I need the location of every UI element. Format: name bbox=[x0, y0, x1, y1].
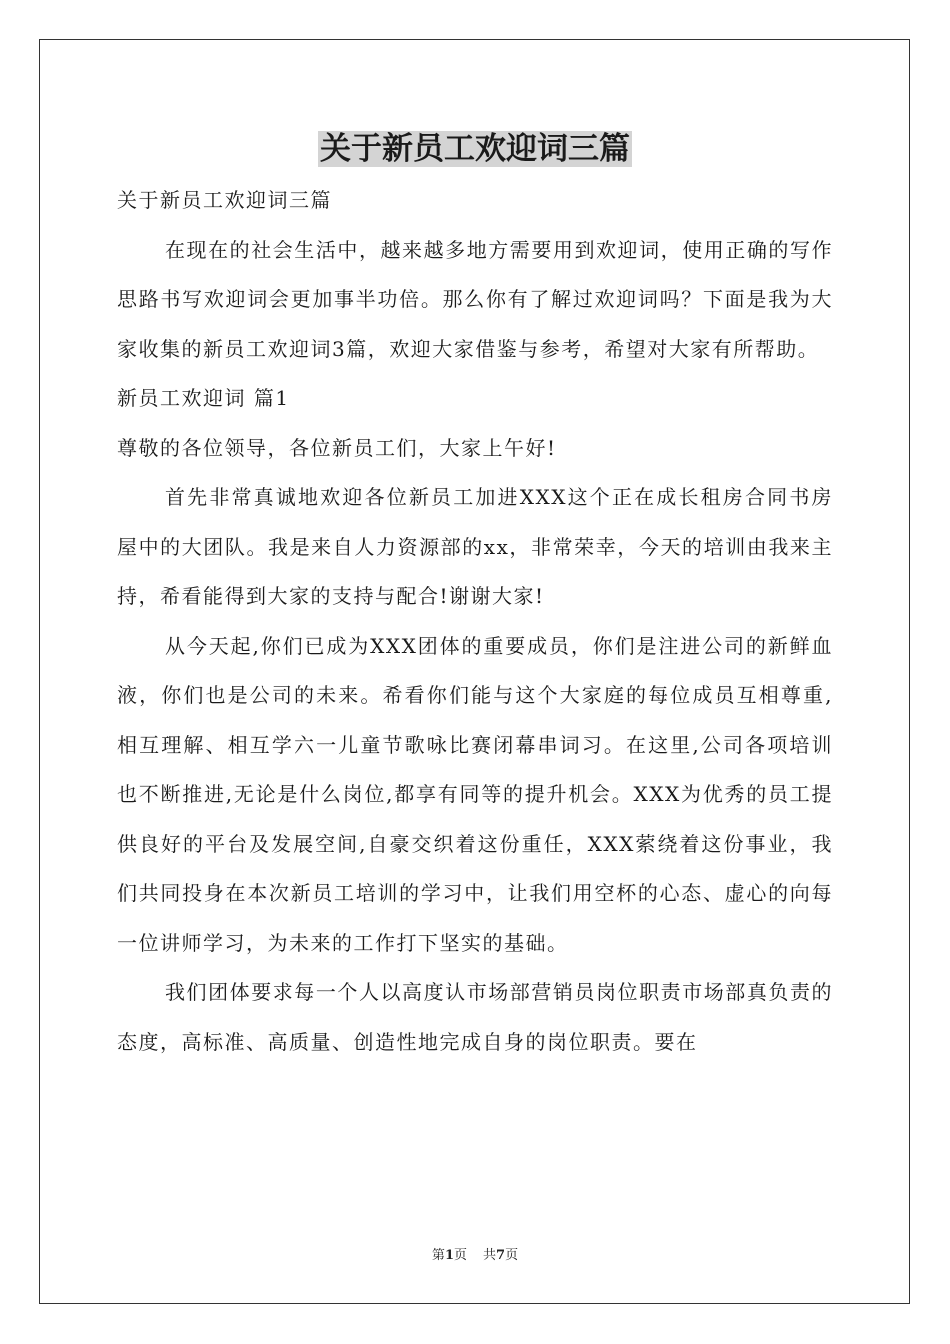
body-paragraph: 新员工欢迎词 篇1 bbox=[117, 386, 290, 410]
footer-page-prefix: 第 bbox=[431, 1248, 445, 1263]
document-title bbox=[0, 124, 950, 174]
body-paragraph: 首先非常真诚地欢迎各位新员工加进XXX这个正在成长租房合同书房屋中的大团队。我是来自人力资源部的xx，非常荣幸，今天的培训由我来主持，希看能得到大家的支持与配合!谢谢大家! bbox=[117, 485, 833, 608]
footer-page-current: 1 bbox=[444, 1248, 454, 1263]
document-title-text: 关于新员工欢迎词三篇 bbox=[320, 131, 630, 167]
footer-page-total: 7 bbox=[496, 1248, 506, 1263]
body-paragraph: 关于新员工欢迎词三篇 bbox=[117, 188, 332, 212]
body-paragraph: 我们团体要求每一个人以高度认市场部营销员岗位职责市场部真负责的态度，高标准、高质量、创造性地完成自身的岗位职责。要在 bbox=[117, 980, 833, 1054]
footer-page-suffix: 页 bbox=[453, 1248, 467, 1263]
footer-total-prefix: 共 bbox=[483, 1248, 497, 1263]
body-paragraph: 在现在的社会生活中，越来越多地方需要用到欢迎词，使用正确的写作思路书写欢迎词会更加事半功倍。那么你有了解过欢迎词吗？下面是我为大家收集的新员工欢迎词3篇，欢迎大家借鉴与参考，希望对大家有所帮助。 bbox=[117, 237, 833, 361]
body-paragraph: 尊敬的各位领导，各位新员工们，大家上午好! bbox=[117, 435, 557, 460]
footer-total-suffix: 页 bbox=[505, 1248, 519, 1263]
page-footer bbox=[0, 1247, 950, 1265]
document-body bbox=[117, 176, 833, 1067]
body-paragraph: 从今天起,你们已成为XXX团体的重要成员，你们是注进公司的新鲜血液，你们也是公司的未来。希看你们能与这个大家庭的每位成员互相尊重,相互理解、相互学六一儿童节歌咏比赛闭幕串词习。在这里,公司各项培训也不断推进,无论是什么岗位,都享有同等的提升机会。XXX为优秀的员工提供良好的平台及发展空间,自豪交织着这份重任，XXX萦绕着这份事业，我们共同投身在本次新员工培训的学习中，让我们用空杯的心态、虚心的向每一位讲师学习，为未来的工作打下坚实的基础。 bbox=[117, 633, 833, 955]
